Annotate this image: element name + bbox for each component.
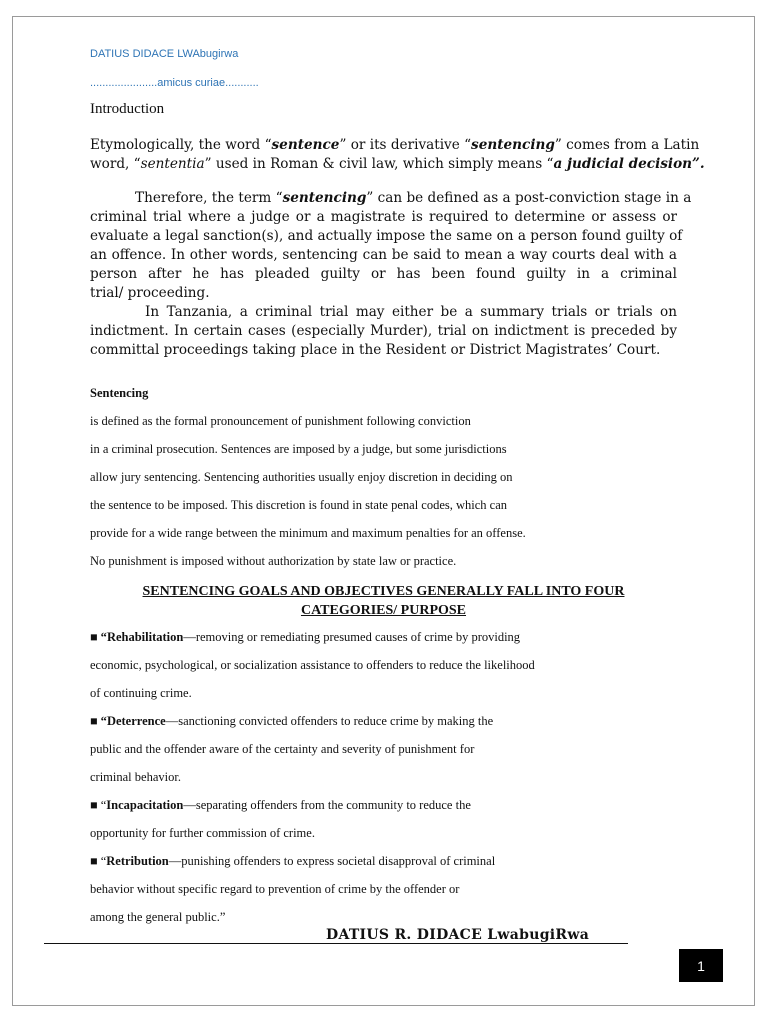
- author-header: DATIUS DIDACE LWAbugirwa: [90, 48, 239, 60]
- goal-item-text-line: economic, psychological, or socialization assistance to offenders to reduce the likelihood: [90, 658, 535, 672]
- sentencing-text-line: No punishment is imposed without authorization by state law or practice.: [90, 554, 457, 568]
- goal-item-deterrence: ■ “Deterrence—sanctioning convicted offenders to reduce crime by making the: [90, 714, 494, 728]
- sentencing-text-line: the sentence to be imposed. This discretion is found in state penal codes, which can: [90, 498, 508, 512]
- goal-item-text-line: criminal behavior.: [90, 770, 181, 784]
- goal-item-incapacitation: ■ “Incapacitation—separating offenders from the community to reduce the: [90, 798, 471, 812]
- goal-item-retribution: ■ “Retribution—punishing offenders to express societal disapproval of criminal: [90, 854, 496, 868]
- page-number-badge: 1: [679, 949, 723, 982]
- sentencing-heading: Sentencing: [90, 386, 149, 400]
- goal-item-rehabilitation: ■ “Rehabilitation—removing or remediating presumed causes of crime by providing: [90, 630, 521, 644]
- sentencing-text-line: allow jury sentencing. Sentencing authorities usually enjoy discretion in deciding on: [90, 470, 513, 484]
- amicus-curiae-line: ......................amicus curiae...........: [90, 77, 259, 89]
- goals-heading: SENTENCING GOALS AND OBJECTIVES GENERALLY FALL INTO FOUR CATEGORIES/ PURPOSE: [142, 584, 625, 618]
- goal-item-text-line: among the general public.”: [90, 910, 226, 924]
- sentencing-definition-paragraph: Therefore, the term “sentencing” can be defined as a post-conviction stage in a criminal trial where a judge or a magistrate is required to determine or assess or evaluate a legal sanction(s), and actually impose the same on a person found guilty of an offence. In other words, sentencing can be said to mean a way courts deal with a person after he has pleaded guilty or has been found guilty in a criminal trial/ proceeding. In Tanzania, a criminal trial may either be a summary trials or trials on indictment. In certain cases (especially Murder), trial on indictment is preceded by committal proceedings taking place in the Resident or District Magistrates’ Court.: [90, 190, 692, 358]
- sentencing-text-line: is defined as the formal pronouncement of punishment following conviction: [90, 414, 471, 428]
- signature-rule: [44, 943, 628, 944]
- sentencing-text-line: provide for a wide range between the minimum and maximum penalties for an offense.: [90, 526, 526, 540]
- goal-item-text-line: behavior without specific regard to prevention of crime by the offender or: [90, 882, 460, 896]
- introduction-heading: Introduction: [90, 101, 165, 117]
- etymology-paragraph: Etymologically, the word “sentence” or its derivative “sentencing” comes from a Latin word, “sententia” used in Roman & civil law, which simply means “a judicial decision”.: [90, 137, 705, 172]
- goal-item-text-line: of continuing crime.: [90, 686, 192, 700]
- signature: DATIUS R. DIDACE LwabugiRwa: [326, 927, 590, 943]
- sentencing-text-line: in a criminal prosecution. Sentences are imposed by a judge, but some jurisdictions: [90, 442, 507, 456]
- goal-item-text-line: opportunity for further commission of crime.: [90, 826, 315, 840]
- goal-item-text-line: public and the offender aware of the certainty and severity of punishment for: [90, 742, 475, 756]
